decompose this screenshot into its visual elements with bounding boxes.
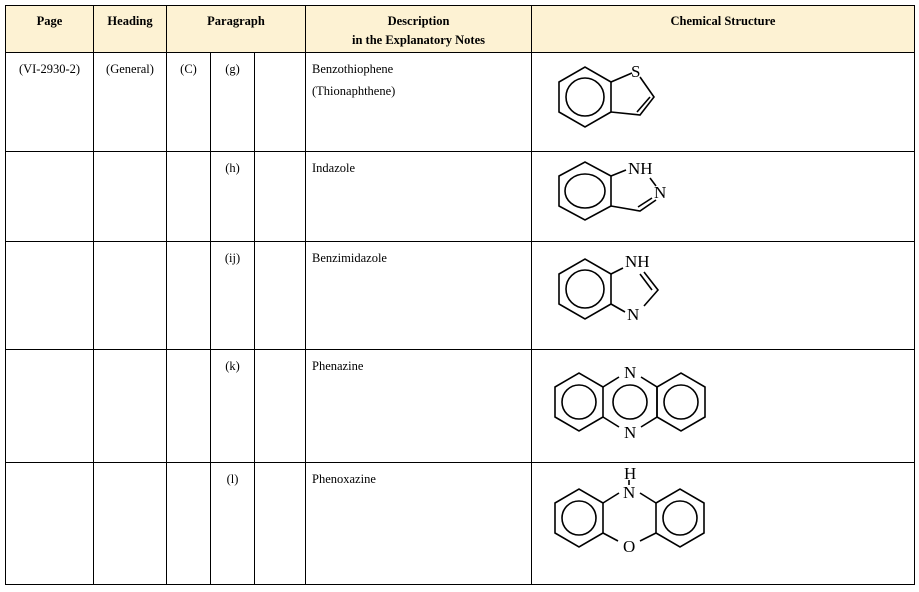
page-cell: (VI-2930-2)	[6, 53, 94, 152]
description-line: Indazole	[312, 161, 356, 175]
description-line: Phenazine	[312, 359, 364, 373]
paragraph-sub-cell: (ij)	[211, 242, 255, 350]
heading-cell	[94, 152, 167, 242]
n-label: N	[627, 305, 640, 324]
structure-cell	[532, 242, 915, 350]
h-label: H	[624, 465, 637, 483]
page-cell	[6, 350, 94, 463]
description-cell	[306, 463, 532, 585]
structure-cell	[532, 152, 915, 242]
paragraph-sub-cell: (h)	[211, 152, 255, 242]
nh-label: NH	[625, 252, 650, 271]
description-cell	[306, 350, 532, 463]
description-cell	[306, 152, 532, 242]
paragraph-main-cell	[167, 152, 211, 242]
description-cell	[306, 242, 532, 350]
paragraph-sub-cell: (l)	[211, 463, 255, 585]
paragraph-extra-cell	[255, 463, 306, 585]
structure-cell	[532, 350, 915, 463]
paragraph-extra-cell	[255, 152, 306, 242]
header-description: Description in the Explanatory Notes	[306, 6, 532, 53]
n-label: N	[623, 483, 636, 502]
n-label-bottom: N	[624, 423, 637, 442]
paragraph-main-cell	[167, 242, 211, 350]
header-page: Page	[6, 6, 94, 53]
paragraph-main-cell: (C)	[167, 53, 211, 152]
heading-cell	[94, 463, 167, 585]
benzimidazole-structure	[548, 250, 688, 335]
sulfur-label: S	[631, 62, 641, 81]
table-row	[6, 53, 915, 152]
phenazine-structure	[548, 364, 738, 444]
table-row	[6, 152, 915, 242]
heading-cell	[94, 350, 167, 463]
table-row	[6, 463, 915, 585]
header-row	[6, 6, 915, 53]
paragraph-main-cell	[167, 463, 211, 585]
benzothiophene-structure	[548, 59, 688, 139]
paragraph-main-cell	[167, 350, 211, 463]
explanatory-notes-table	[5, 5, 915, 585]
paragraph-sub-cell: (k)	[211, 350, 255, 463]
paragraph-extra-cell	[255, 350, 306, 463]
description-line: Benzothiophene	[312, 62, 394, 76]
description-cell	[306, 53, 532, 152]
structure-cell	[532, 463, 915, 585]
paragraph-sub-cell: (g)	[211, 53, 255, 152]
n-label-top: N	[624, 364, 637, 382]
indazole-structure	[548, 156, 688, 231]
heading-cell: (General)	[94, 53, 167, 152]
nh-label: NH	[628, 159, 653, 178]
header-heading: Heading	[94, 6, 167, 53]
header-paragraph: Paragraph	[167, 6, 306, 53]
description-line: Phenoxazine	[312, 472, 376, 486]
description-line: (Thionaphthene)	[312, 84, 396, 98]
page-cell	[6, 152, 94, 242]
header-chemical-structure: Chemical Structure	[532, 6, 915, 53]
page-cell	[6, 242, 94, 350]
description-line: Benzimidazole	[312, 251, 387, 265]
table-row	[6, 242, 915, 350]
n-label: N	[654, 183, 667, 202]
structure-cell	[532, 53, 915, 152]
paragraph-extra-cell	[255, 53, 306, 152]
paragraph-extra-cell	[255, 242, 306, 350]
phenoxazine-structure	[548, 465, 738, 555]
heading-cell	[94, 242, 167, 350]
table-row	[6, 350, 915, 463]
o-label: O	[623, 537, 636, 555]
page-cell	[6, 463, 94, 585]
